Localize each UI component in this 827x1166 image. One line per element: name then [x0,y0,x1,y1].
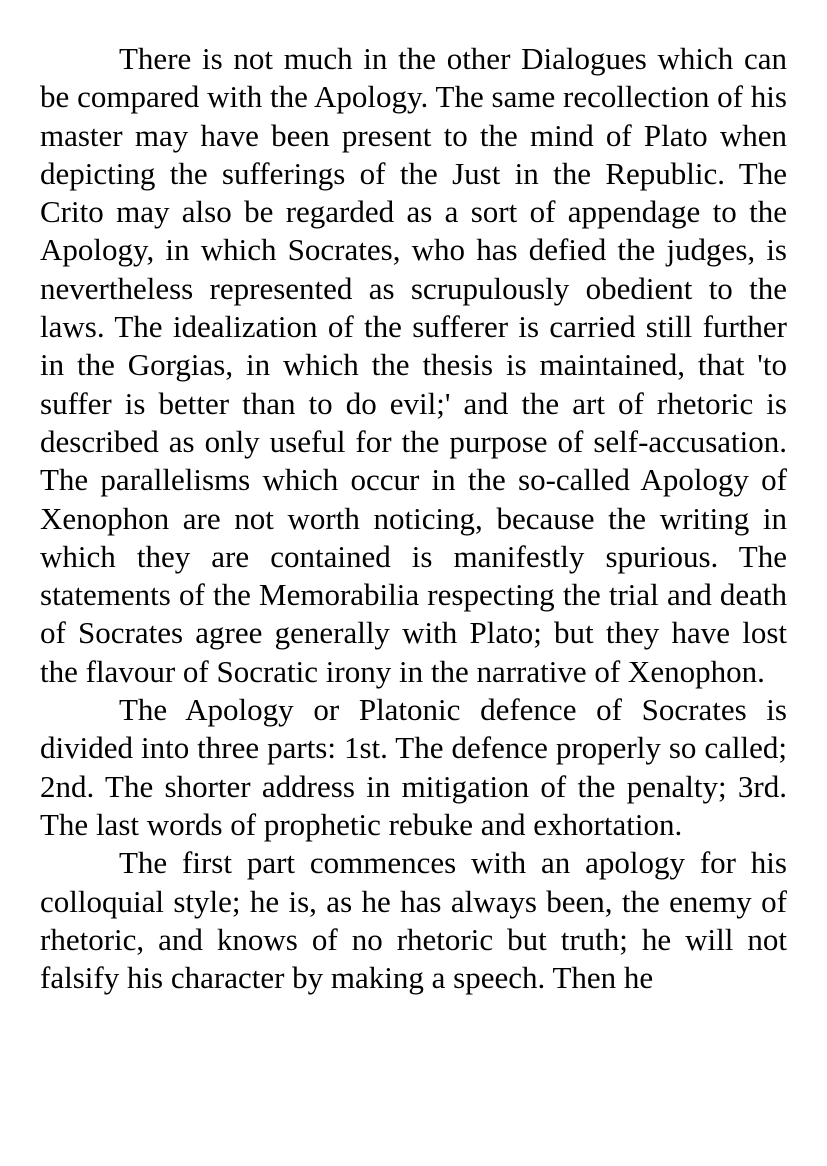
paragraph-apology-structure: The Apology or Platonic defence of Socrates is divided into three parts: 1st. The defence properly so called; 2nd. The shorter address in mitigation of the penalty; 3rd. The last words of prophetic rebuke and exhortation. [40,692,787,842]
paragraph-dialogues-comparison: There is not much in the other Dialogues which can be compared with the Apology. The same recollection of his master may have been present to the mind of Plato when depicting the sufferings of the Just in the Republic. The Crito may also be regarded as a sort of appendage to the Apology, in which Socrates, who has defied the judges, is nevertheless represented as scrupulously obedient to the laws. The idealization of the sufferer is carried still further in the Gorgias, in which the thesis is maintained, that 'to suffer is better than to do evil;' and the art of rhetoric is described as only useful for the purpose of self-accusation. The parallelisms which occur in the so-called Apology of Xenophon are not worth noticing, because the writing in which they are contained is manifestly spurious. The statements of the Memorabilia respecting the trial and death of Socrates agree generally with Plato; but they have lost the flavour of Socratic irony in the narrative of Xenophon. [40,41,787,689]
paragraph-first-part: The first part commences with an apology for his colloquial style; he is, as he has always been, the enemy of rhetoric, and knows of no rhetoric but truth; he will not falsify his character by making a speech. Then he [40,845,787,996]
document-page [40,40,787,997]
